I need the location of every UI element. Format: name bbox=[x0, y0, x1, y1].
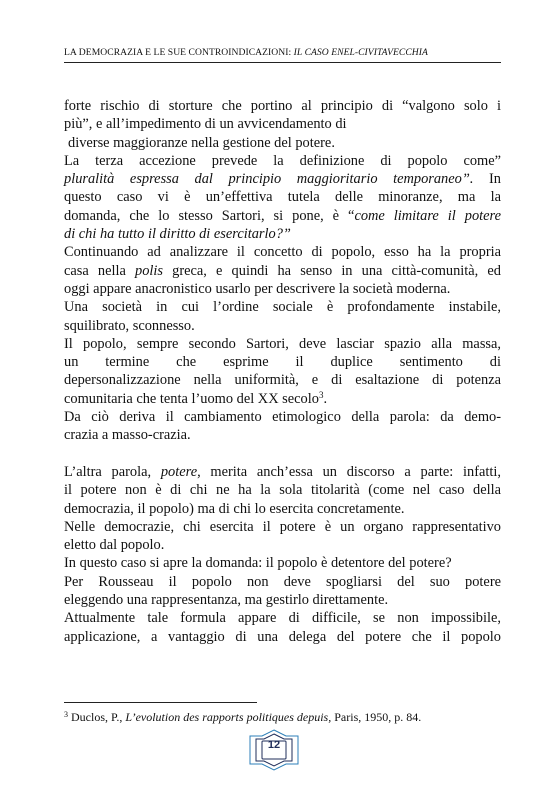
text-span: domanda, che lo stesso Sartori, si pone, è “ bbox=[64, 207, 355, 224]
footnote-divider bbox=[64, 702, 257, 703]
text-span: casa nella bbox=[64, 262, 136, 279]
text-line: depersonalizzazione nella uniformità, e di esaltazione di potenza bbox=[64, 372, 501, 389]
page-number: 12 bbox=[267, 739, 281, 751]
italic-word: potere bbox=[160, 463, 198, 480]
italic-phrase: di chi ha tutto il diritto di esercitarlo?” bbox=[64, 226, 291, 243]
paragraph-gap bbox=[64, 445, 501, 463]
text-line: più”, e all’impedimento di un avvicendamento di bbox=[64, 116, 347, 133]
text-line: Continuando ad analizzare il concetto di popolo, esso ha la propria bbox=[64, 244, 501, 261]
text-line: Per Rousseau il popolo non deve spogliarsi del suo potere bbox=[64, 573, 501, 590]
text-line bbox=[64, 463, 501, 481]
footnote-title: L’evolution des rapports politiques depuis, bbox=[125, 710, 332, 724]
text-line: democrazia, il popolo) ma di chi lo esercita concretamente. bbox=[64, 500, 405, 517]
body-text bbox=[64, 97, 501, 646]
text-line: Da ciò deriva il cambiamento etimologico della parola: da demo- bbox=[64, 409, 501, 426]
italic-phrase: come limitare il potere bbox=[354, 207, 501, 224]
text-span: . bbox=[323, 390, 328, 407]
header-title: LA DEMOCRAZIA E LE SUE CONTROINDICAZIONI: bbox=[64, 47, 294, 58]
text-span: L’altra parola, bbox=[64, 463, 161, 480]
text-line bbox=[64, 262, 501, 280]
footnote-details: Paris, 1950, p. 84. bbox=[331, 710, 422, 724]
text-span: , merita anch’essa un discorso a parte: infatti, bbox=[197, 463, 502, 480]
text-line: Una società in cui l’ordine sociale è profondamente instabile, bbox=[64, 299, 501, 316]
text-line: crazia a masso-crazia. bbox=[64, 427, 191, 444]
italic-phrase: pluralità espressa dal principio maggioritario temporaneo”. bbox=[64, 171, 474, 188]
text-line: il potere non è di chi ne ha la sola titolarità (come nel caso della bbox=[64, 482, 501, 499]
text-span: In bbox=[473, 171, 501, 188]
text-span: comunitaria che tenta l’uomo del XX secolo bbox=[64, 390, 319, 407]
text-line: Il popolo, sempre secondo Sartori, deve lasciar spazio alla massa, bbox=[64, 335, 501, 352]
text-line: squilibrato, sconnesso. bbox=[64, 317, 195, 334]
page-number-badge bbox=[246, 728, 302, 772]
text-line: oggi appare anacronistico usarlo per descrivere la società moderna. bbox=[64, 280, 451, 297]
text-line: forte rischio di storture che portino al principio di “valgono solo i bbox=[64, 98, 501, 114]
text-line bbox=[64, 170, 501, 188]
text-line bbox=[64, 225, 501, 243]
footnote bbox=[64, 710, 501, 724]
text-line: un termine che esprime il duplice sentimento di bbox=[64, 354, 501, 371]
text-line: applicazione, a vantaggio di una delega del potere che il popolo bbox=[64, 628, 501, 645]
text-line: In questo caso si apre la domanda: il popolo è detentore del potere? bbox=[64, 555, 452, 572]
footnote-author: Duclos, P., bbox=[68, 710, 126, 724]
text-span: greca, e quindi ha senso in una città-comunità, ed bbox=[163, 262, 501, 279]
text-line bbox=[64, 390, 501, 408]
text-line: eleggendo una rappresentanza, ma gestirlo direttamente. bbox=[64, 592, 389, 609]
text-line: eletto dal popolo. bbox=[64, 537, 165, 554]
italic-word: polis bbox=[135, 262, 164, 279]
footnote-reference[interactable]: 3 bbox=[318, 389, 324, 400]
text-line: La terza accezione prevede la definizione di popolo come” bbox=[64, 152, 501, 169]
text-line: Nelle democrazie, chi esercita il potere è un organo rappresentativo bbox=[64, 518, 501, 535]
text-line: questo caso vi è un’effettiva tutela delle minoranze, ma la bbox=[64, 189, 501, 206]
header-title-italic: IL CASO ENEL-CIVITAVECCHIA bbox=[293, 47, 428, 58]
text-line: Attualmente tale formula appare di difficile, se non impossibile, bbox=[64, 610, 501, 627]
header-divider bbox=[64, 62, 501, 63]
text-line bbox=[64, 207, 501, 225]
running-header bbox=[64, 47, 504, 58]
footnote-marker: 3 bbox=[64, 710, 68, 719]
text-line: diverse maggioranze nella gestione del potere. bbox=[68, 134, 335, 151]
